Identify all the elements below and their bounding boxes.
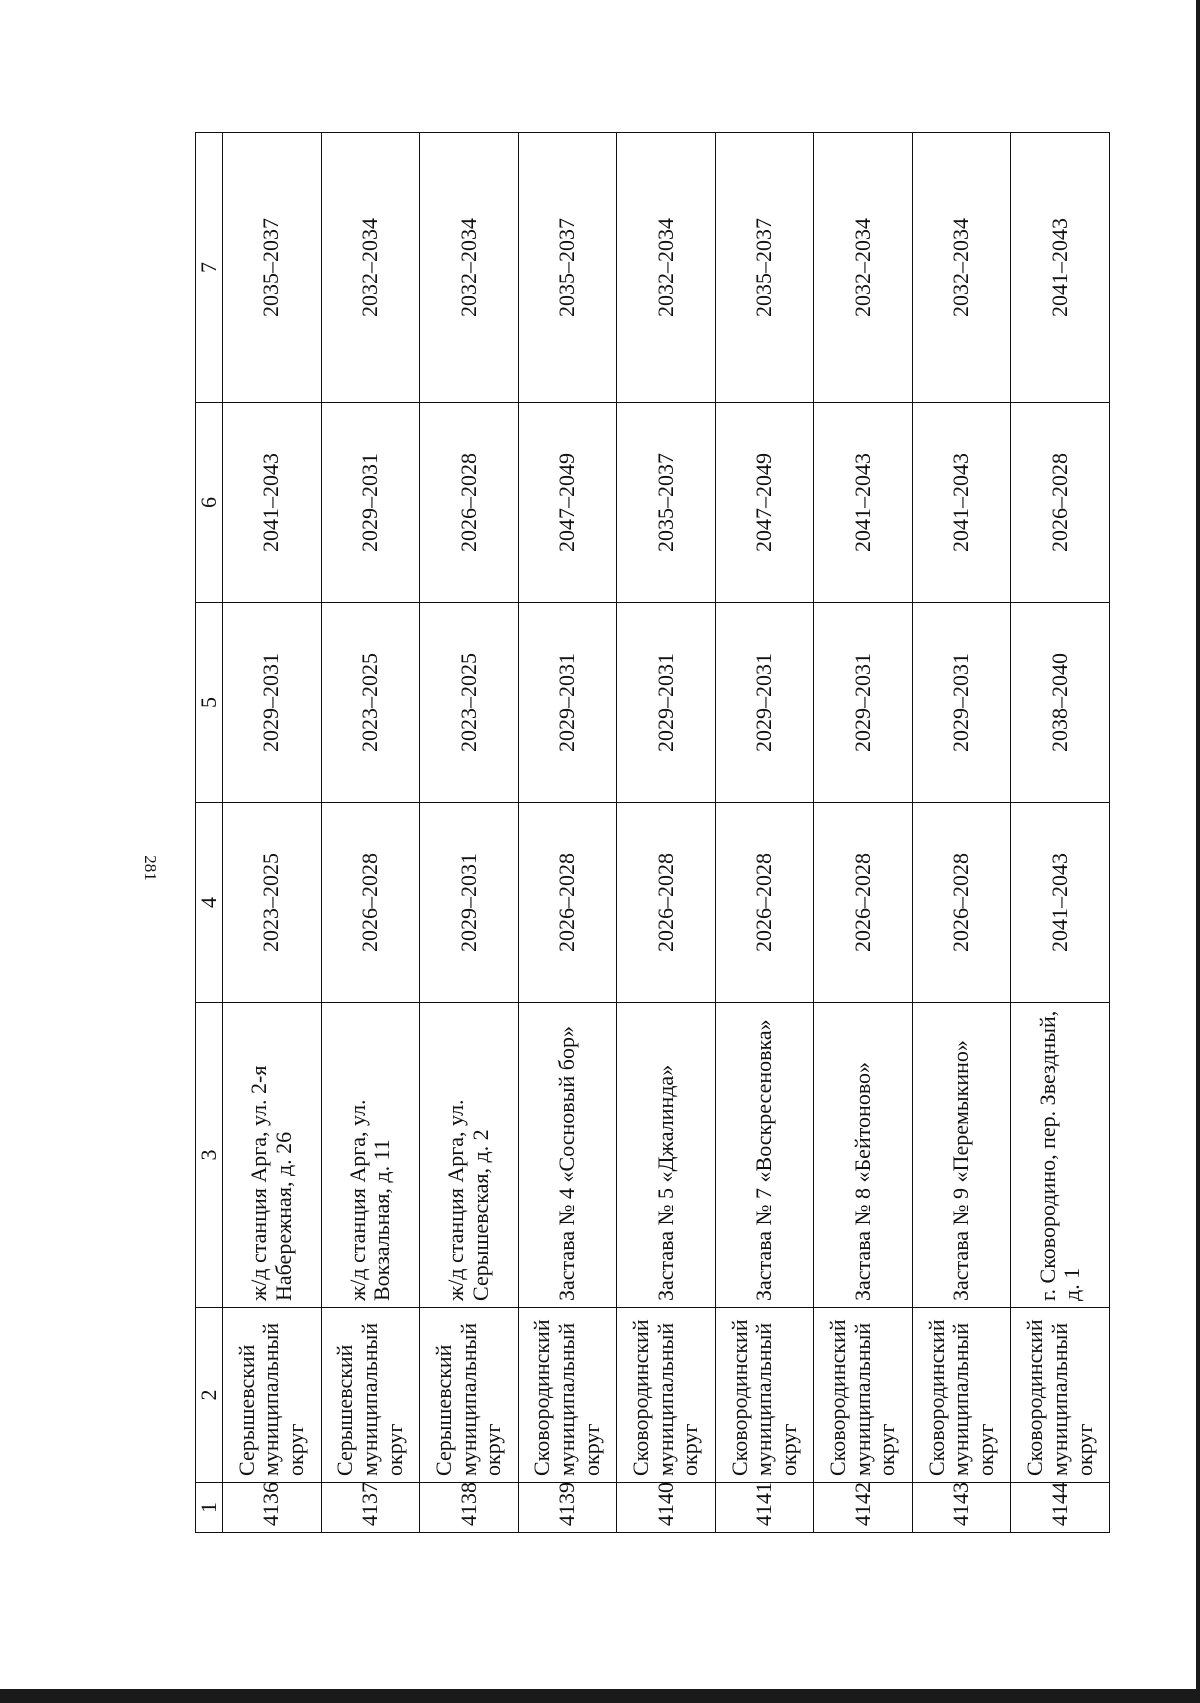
district-name-cell: Серышевский муниципальный округ	[223, 1308, 322, 1483]
column-header-3: 3	[196, 1003, 223, 1308]
table-row	[617, 133, 716, 1533]
period-col-6-cell: 2041–2043	[223, 403, 322, 603]
period-col-7-cell: 2041–2043	[1011, 133, 1110, 403]
table-header	[196, 133, 223, 1533]
row-number-cell: 4143	[912, 1483, 1011, 1533]
address-cell: г. Сковородино, пер. Звездный, д. 1	[1011, 1003, 1110, 1308]
table-row	[420, 133, 519, 1533]
table-row	[912, 133, 1011, 1533]
scan-edge-bottom	[0, 1689, 1200, 1703]
address-cell: Застава № 5 «Джалинда»	[617, 1003, 716, 1308]
page-number: 281	[141, 855, 160, 881]
table-row	[814, 133, 913, 1533]
district-name-cell: Сковородинский муниципальный округ	[617, 1308, 716, 1483]
address-cell: Застава № 4 «Сосновый бор»	[518, 1003, 617, 1308]
rotated-table-container	[195, 133, 1110, 1533]
period-col-7-cell: 2035–2037	[223, 133, 322, 403]
period-col-4-cell: 2041–2043	[1011, 803, 1110, 1003]
period-col-4-cell: 2026–2028	[912, 803, 1011, 1003]
row-number-cell: 4142	[814, 1483, 913, 1533]
district-name-cell: Серышевский муниципальный округ	[420, 1308, 519, 1483]
address-cell: Застава № 7 «Воскресеновка»	[715, 1003, 814, 1308]
row-number-cell: 4139	[518, 1483, 617, 1533]
period-col-4-cell: 2026–2028	[321, 803, 420, 1003]
address-cell: ж/д станция Арга, ул. 2-я Набережная, д. 26	[223, 1003, 322, 1308]
period-col-7-cell: 2032–2034	[617, 133, 716, 403]
period-col-6-cell: 2035–2037	[617, 403, 716, 603]
district-name-cell: Сковородинский муниципальный округ	[518, 1308, 617, 1483]
table-row	[321, 133, 420, 1533]
period-col-5-cell: 2029–2031	[518, 603, 617, 803]
period-col-5-cell: 2023–2025	[321, 603, 420, 803]
column-header-5: 5	[196, 603, 223, 803]
period-col-6-cell: 2026–2028	[420, 403, 519, 603]
period-col-7-cell: 2032–2034	[814, 133, 913, 403]
period-col-4-cell: 2026–2028	[617, 803, 716, 1003]
address-cell: ж/д станция Арга, ул. Вокзальная, д. 11	[321, 1003, 420, 1308]
district-name-cell: Сковородинский муниципальный округ	[814, 1308, 913, 1483]
period-col-4-cell: 2029–2031	[420, 803, 519, 1003]
row-number-cell: 4144	[1011, 1483, 1110, 1533]
schedule-table	[195, 132, 1110, 1533]
period-col-6-cell: 2041–2043	[912, 403, 1011, 603]
period-col-7-cell: 2032–2034	[912, 133, 1011, 403]
scan-edge-right	[1196, 0, 1200, 1703]
table-body	[223, 133, 1110, 1533]
column-header-1: 1	[196, 1483, 223, 1533]
address-cell: ж/д станция Арга, ул. Серышевская, д. 2	[420, 1003, 519, 1308]
period-col-6-cell: 2041–2043	[814, 403, 913, 603]
period-col-7-cell: 2032–2034	[321, 133, 420, 403]
period-col-5-cell: 2029–2031	[223, 603, 322, 803]
period-col-7-cell: 2032–2034	[420, 133, 519, 403]
column-header-2: 2	[196, 1308, 223, 1483]
row-number-cell: 4140	[617, 1483, 716, 1533]
period-col-5-cell: 2038–2040	[1011, 603, 1110, 803]
column-header-7: 7	[196, 133, 223, 403]
period-col-6-cell: 2047–2049	[518, 403, 617, 603]
table-row	[715, 133, 814, 1533]
address-cell: Застава № 9 «Перемыкино»	[912, 1003, 1011, 1308]
address-cell: Застава № 8 «Бейтоново»	[814, 1003, 913, 1308]
district-name-cell: Сковородинский муниципальный округ	[715, 1308, 814, 1483]
period-col-6-cell: 2047–2049	[715, 403, 814, 603]
row-number-cell: 4141	[715, 1483, 814, 1533]
column-header-6: 6	[196, 403, 223, 603]
period-col-4-cell: 2023–2025	[223, 803, 322, 1003]
period-col-6-cell: 2029–2031	[321, 403, 420, 603]
period-col-7-cell: 2035–2037	[715, 133, 814, 403]
table-row	[1011, 133, 1110, 1533]
column-header-4: 4	[196, 803, 223, 1003]
period-col-5-cell: 2029–2031	[617, 603, 716, 803]
period-col-5-cell: 2029–2031	[715, 603, 814, 803]
period-col-4-cell: 2026–2028	[518, 803, 617, 1003]
row-number-cell: 4137	[321, 1483, 420, 1533]
district-name-cell: Сковородинский муниципальный округ	[1011, 1308, 1110, 1483]
table-row	[223, 133, 322, 1533]
period-col-5-cell: 2023–2025	[420, 603, 519, 803]
period-col-5-cell: 2029–2031	[814, 603, 913, 803]
period-col-5-cell: 2029–2031	[912, 603, 1011, 803]
row-number-cell: 4138	[420, 1483, 519, 1533]
period-col-7-cell: 2035–2037	[518, 133, 617, 403]
period-col-6-cell: 2026–2028	[1011, 403, 1110, 603]
district-name-cell: Серышевский муниципальный округ	[321, 1308, 420, 1483]
district-name-cell: Сковородинский муниципальный округ	[912, 1308, 1011, 1483]
row-number-cell: 4136	[223, 1483, 322, 1533]
header-row	[196, 133, 223, 1533]
table-row	[518, 133, 617, 1533]
period-col-4-cell: 2026–2028	[814, 803, 913, 1003]
period-col-4-cell: 2026–2028	[715, 803, 814, 1003]
